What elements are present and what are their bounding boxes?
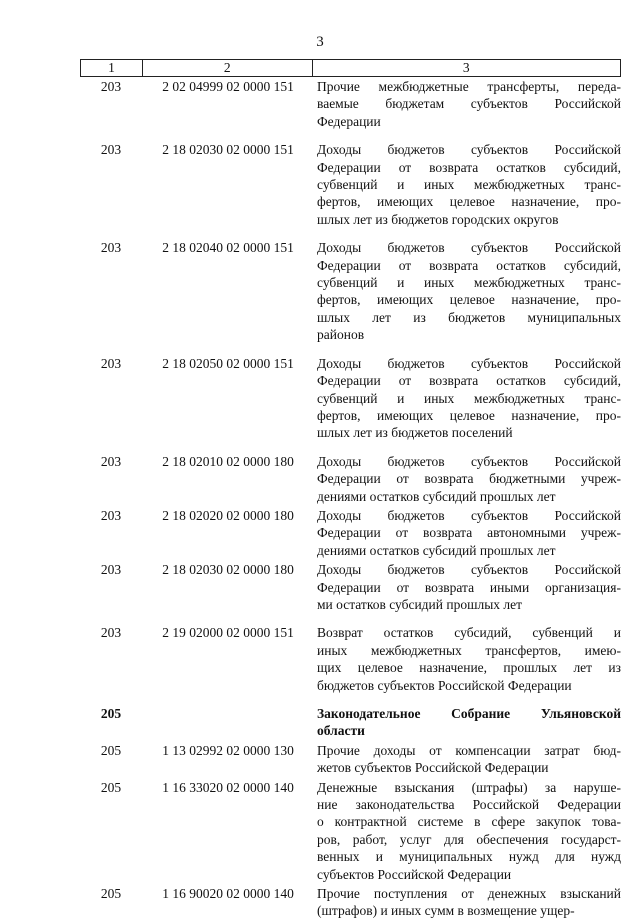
- table-row: [80, 561, 621, 613]
- description-cell: [312, 141, 621, 228]
- column-header-1: 1: [81, 60, 143, 76]
- description-line: Федерации: [317, 113, 381, 129]
- description-line: фертов, имеющих целевое назначение, про-: [317, 292, 621, 308]
- description-line: Доходы бюджетов субъектов Российской: [317, 453, 621, 469]
- description-line: шлых лет из бюджетов поселений: [317, 425, 513, 441]
- description-line: Прочие поступления от денежных взысканий: [317, 886, 621, 902]
- description-line: Федерации от возврата бюджетными учреж-: [317, 471, 621, 487]
- table-body: [80, 77, 621, 920]
- description-line: ние законодательства Российской Федерации: [317, 797, 621, 813]
- description-cell: [312, 742, 621, 777]
- description-cell: [312, 705, 621, 740]
- revenue-code-cell: 2 18 02020 02 0000 180: [162, 507, 294, 523]
- revenue-code-cell: 1 16 33020 02 0000 140: [162, 779, 294, 795]
- description-line: венных и муниципальных нужд для нужд: [317, 849, 621, 865]
- description-line: Доходы бюджетов субъектов Российской: [317, 355, 621, 371]
- admin-code-cell: 205: [100, 742, 122, 758]
- revenue-code-cell: 2 02 04999 02 0000 151: [162, 79, 294, 94]
- admin-code-cell: 203: [100, 355, 122, 371]
- column-header-2: 2: [143, 60, 313, 76]
- table-row: [80, 355, 621, 442]
- description-cell: [312, 779, 621, 883]
- revenue-code-cell: 2 18 02030 02 0000 151: [162, 142, 294, 158]
- description-cell: [312, 507, 621, 559]
- admin-code-cell: 203: [100, 240, 122, 256]
- description-line: Федерации от возврата остатков субсидий,: [317, 373, 621, 389]
- admin-code-cell: 203: [100, 453, 122, 469]
- revenue-code-cell: 2 18 02050 02 0000 151: [162, 355, 294, 371]
- description-line: шлых лет из бюджетов городских округов: [317, 211, 559, 227]
- table-row: [80, 705, 621, 740]
- admin-code-cell: 205: [100, 706, 122, 721]
- revenue-code-cell: 1 16 90020 02 0000 140: [162, 886, 294, 902]
- description-line: области: [317, 723, 365, 739]
- description-line: районов: [317, 327, 365, 343]
- description-line: ваемые бюджетам субъектов Российской: [317, 96, 621, 112]
- description-line: Прочие доходы от компенсации затрат бюд-: [317, 742, 621, 758]
- admin-code-cell: 203: [100, 79, 122, 94]
- description-line: иных межбюджетных трансфертов, имею-: [317, 642, 621, 658]
- description-line: субвенций и иных межбюджетных транс-: [317, 177, 621, 193]
- table-row: [80, 779, 621, 883]
- description-line: фертов, имеющих целевое назначение, про-: [317, 194, 621, 210]
- description-line: фертов, имеющих целевое назначение, про-: [317, 407, 621, 423]
- column-header-3: 3: [313, 60, 621, 76]
- table-header: [80, 59, 621, 77]
- description-line: жетов субъектов Российской Федерации: [317, 760, 549, 776]
- admin-code-cell: 203: [100, 562, 122, 578]
- description-line: Возврат остатков субсидий, субвенций и: [317, 625, 621, 641]
- table-row: [80, 507, 621, 559]
- description-cell: [312, 453, 621, 505]
- description-line: Федерации от возврата остатков субсидий,: [317, 159, 621, 175]
- description-line: субъектов Российской Федерации: [317, 866, 512, 882]
- description-line: Доходы бюджетов субъектов Российской: [317, 142, 621, 158]
- description-cell: [312, 239, 621, 343]
- description-cell: [312, 885, 621, 920]
- revenue-classification-table: [80, 59, 621, 920]
- description-line: Федерации от возврата автономными учреж-: [317, 525, 621, 541]
- description-line: (штрафов) и иных сумм в возмещение ущер-: [317, 903, 575, 919]
- description-line: Доходы бюджетов субъектов Российской: [317, 240, 621, 256]
- table-row: [80, 78, 621, 130]
- admin-code-cell: 205: [100, 886, 122, 902]
- table-row: [80, 239, 621, 343]
- table-row: [80, 453, 621, 505]
- revenue-code-cell: 2 18 02030 02 0000 180: [162, 562, 294, 578]
- description-line: Федерации от возврата иными организация-: [317, 579, 621, 595]
- revenue-code-cell: 2 18 02040 02 0000 151: [162, 240, 294, 256]
- description-line: бюджетов субъектов Российской Федерации: [317, 677, 572, 693]
- admin-code-cell: 205: [100, 779, 122, 795]
- description-line: щих целевое назначение, прошлых лет из: [317, 660, 621, 676]
- table-row: [80, 885, 621, 920]
- description-line: Денежные взыскания (штрафы) за наруше-: [317, 779, 621, 795]
- description-line: дениями остатков субсидий прошлых лет: [317, 542, 556, 558]
- admin-code-cell: 203: [100, 142, 122, 158]
- description-cell: [312, 561, 621, 613]
- description-cell: [312, 78, 621, 130]
- description-line: шлых лет из бюджетов муниципальных: [317, 309, 621, 325]
- revenue-code-cell: 2 18 02010 02 0000 180: [162, 453, 294, 469]
- table-row: [80, 742, 621, 777]
- admin-code-cell: 203: [100, 507, 122, 523]
- description-line: субвенций и иных межбюджетных транс-: [317, 275, 621, 291]
- table-row: [80, 141, 621, 228]
- description-line: о контрактной системе в сфере закупок това-: [317, 814, 621, 830]
- table-row: [80, 624, 621, 694]
- description-cell: [312, 624, 621, 694]
- description-line: Доходы бюджетов субъектов Российской: [317, 562, 621, 578]
- page-number: 3: [316, 34, 324, 50]
- description-cell: [312, 355, 621, 442]
- description-line: Доходы бюджетов субъектов Российской: [317, 507, 621, 523]
- description-line: ров, работ, услуг для обеспечения государст-: [317, 831, 621, 847]
- revenue-code-cell: 2 19 02000 02 0000 151: [162, 625, 294, 641]
- revenue-code-cell: 1 13 02992 02 0000 130: [162, 742, 294, 758]
- description-line: Федерации от возврата остатков субсидий,: [317, 257, 621, 273]
- description-line: Законодательное Собрание Ульяновской: [317, 706, 621, 721]
- admin-code-cell: 203: [100, 625, 122, 641]
- description-line: субвенций и иных межбюджетных транс-: [317, 390, 621, 406]
- description-line: ми остатков субсидий прошлых лет: [317, 596, 523, 612]
- description-line: Прочие межбюджетные трансферты, переда-: [317, 79, 621, 94]
- description-line: дениями остатков субсидий прошлых лет: [317, 488, 556, 504]
